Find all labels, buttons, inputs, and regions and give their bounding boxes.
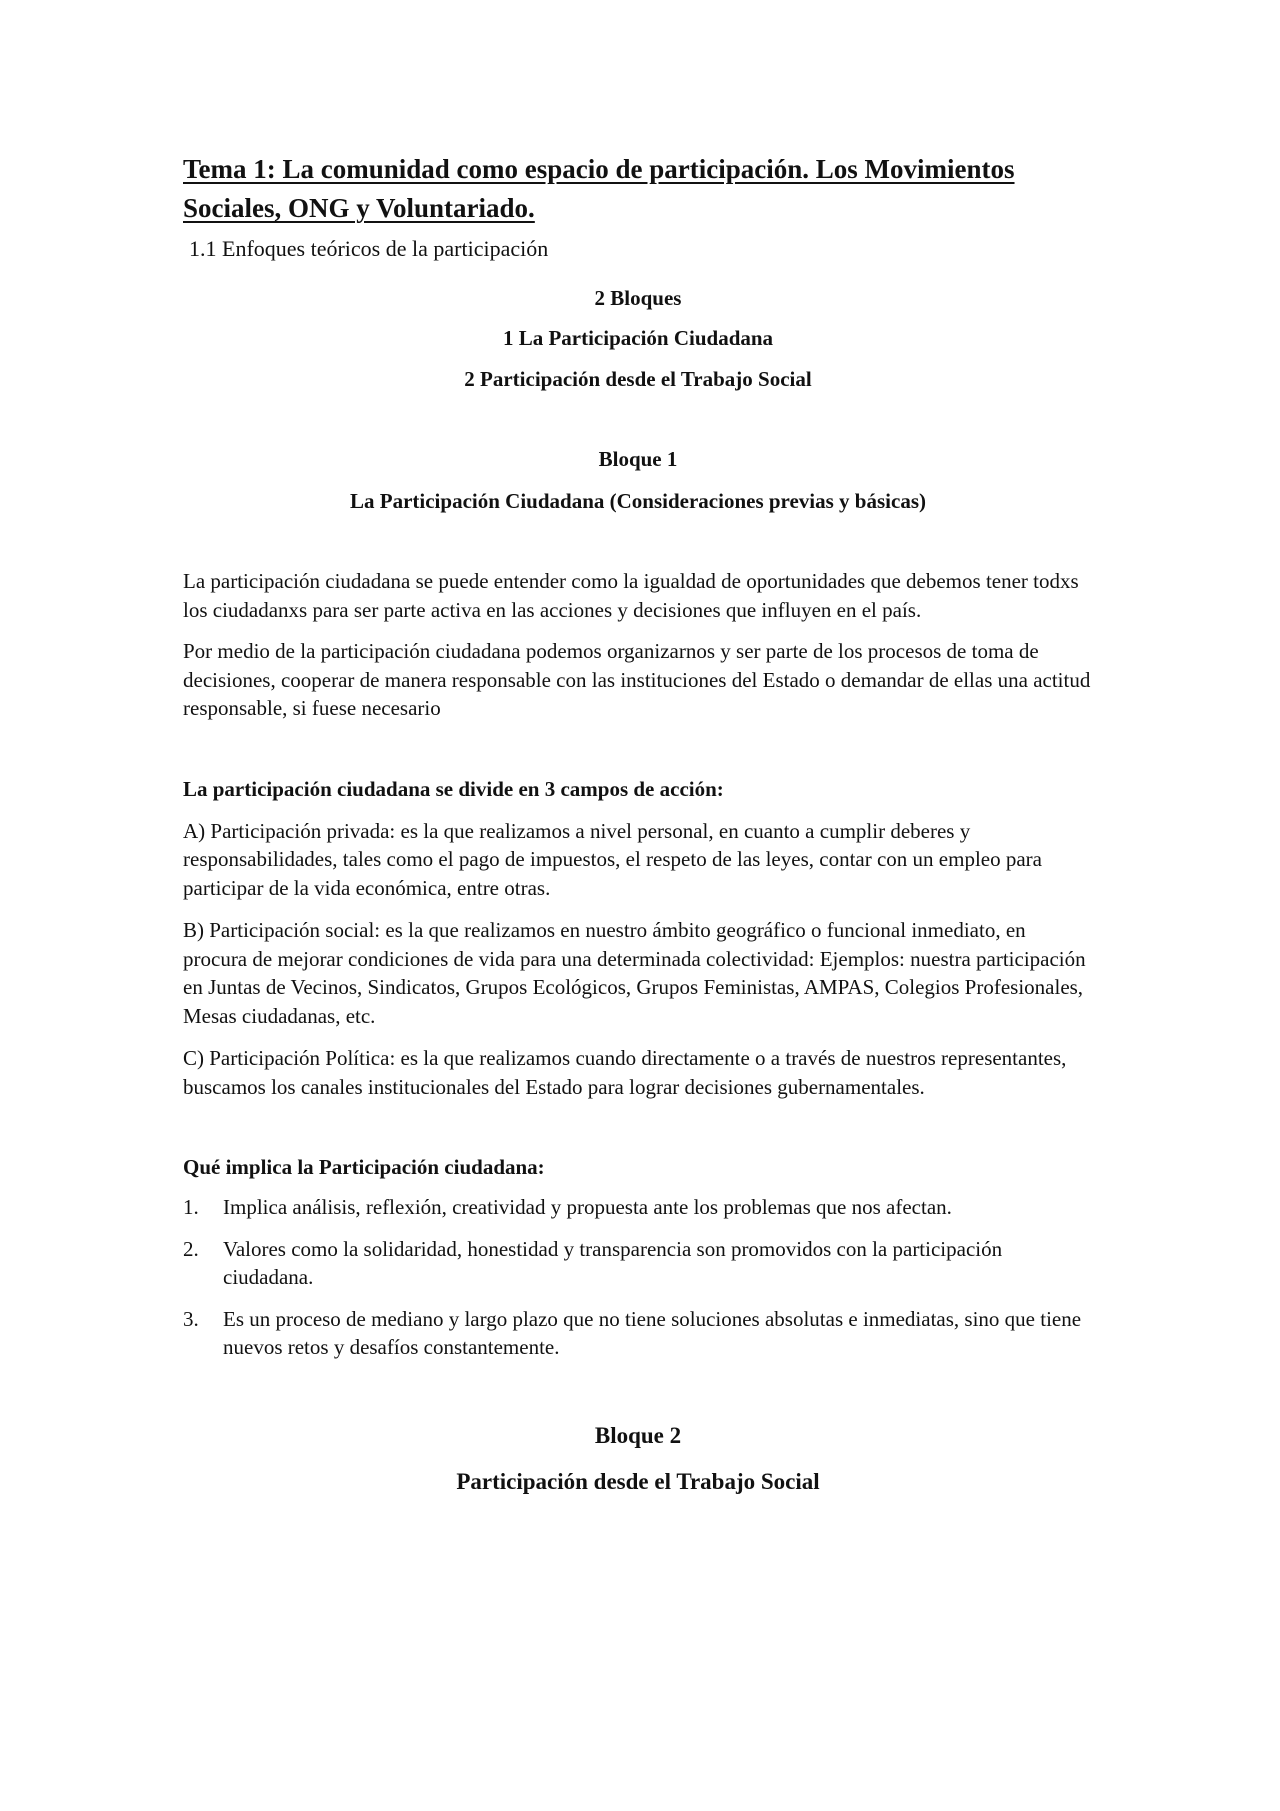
- list-item-number: 2.: [183, 1236, 199, 1261]
- list-item: [183, 1193, 1093, 1222]
- list-item: [183, 1235, 1093, 1292]
- list-item-text: Es un proceso de mediano y largo plazo que no tiene soluciones absolutas e inmediatas, sino que tiene nuevos retos y desafíos constantemente.: [223, 1306, 1082, 1359]
- campo-politica: C) Participación Política: es la que realizamos cuando directamente o a través de nuestros representantes, buscamos los canales institucionales del Estado para lograr decisiones gubernamentales.: [183, 1046, 1067, 1099]
- implica-heading: Qué implica la Participación ciudadana:: [183, 1155, 545, 1179]
- bloque2-label: Bloque 2: [594, 1422, 682, 1448]
- paragraph: La participación ciudadana se puede entender como la igualdad de oportunidades que debemos tener todxs los ciudadanxs para ser parte activa en las acciones y decisiones que influyen en el país.: [183, 569, 1079, 622]
- document-title: Tema 1: La comunidad como espacio de participación. Los Movimientos Sociales, ONG y Voluntariado.: [183, 154, 1015, 223]
- campo-privada: A) Participación privada: es la que realizamos a nivel personal, en cuanto a cumplir deberes y responsabilidades, tales como el pago de impuestos, el respeto de las leyes, contar con un empleo para participar de la vida económica, entre otras.: [183, 818, 1042, 900]
- document-content: [183, 150, 1093, 1498]
- list-item-text: Implica análisis, reflexión, creatividad y propuesta ante los problemas que nos afectan.: [223, 1195, 952, 1219]
- section-heading: 1.1 Enfoques teóricos de la participación: [189, 236, 549, 261]
- bloque2-title: Participación desde el Trabajo Social: [456, 1468, 820, 1494]
- list-item: [183, 1305, 1093, 1362]
- campos-heading: La participación ciudadana se divide en 3 campos de acción:: [183, 776, 724, 801]
- paragraph: Por medio de la participación ciudadana podemos organizarnos y ser parte de los procesos de toma de decisiones, cooperar de manera responsable con las instituciones del Estado o demandar de ellas una actitud responsable, si fuese necesario: [183, 639, 1091, 720]
- blocks-item-2: 2 Participación desde el Trabajo Social: [464, 367, 812, 391]
- implica-list: [183, 1193, 1093, 1362]
- bloque1-label: Bloque 1: [598, 447, 678, 471]
- campo-social: B) Participación social: es la que realizamos en nuestro ámbito geográfico o funcional inmediato, en procura de mejorar condiciones de vida para una determinada colectividad: Ejemplos: nuestra participación en Juntas de Vecinos, Sindicatos, Grupos Ecológicos, Grupos Feministas, AMPAS, Colegios Profesionales, Mesas ciudadanas, etc.: [183, 918, 1086, 1028]
- list-item-number: 1.: [183, 1195, 199, 1219]
- blocks-item-1: 1 La Participación Ciudadana: [502, 326, 774, 350]
- bloque1-title: La Participación Ciudadana (Consideraciones previas y básicas): [350, 489, 926, 513]
- list-item-text: Valores como la solidaridad, honestidad y transparencia son promovidos con la participación ciudadana.: [223, 1236, 1003, 1289]
- blocks-heading: 2 Bloques: [594, 286, 682, 310]
- list-item-number: 3.: [183, 1306, 199, 1331]
